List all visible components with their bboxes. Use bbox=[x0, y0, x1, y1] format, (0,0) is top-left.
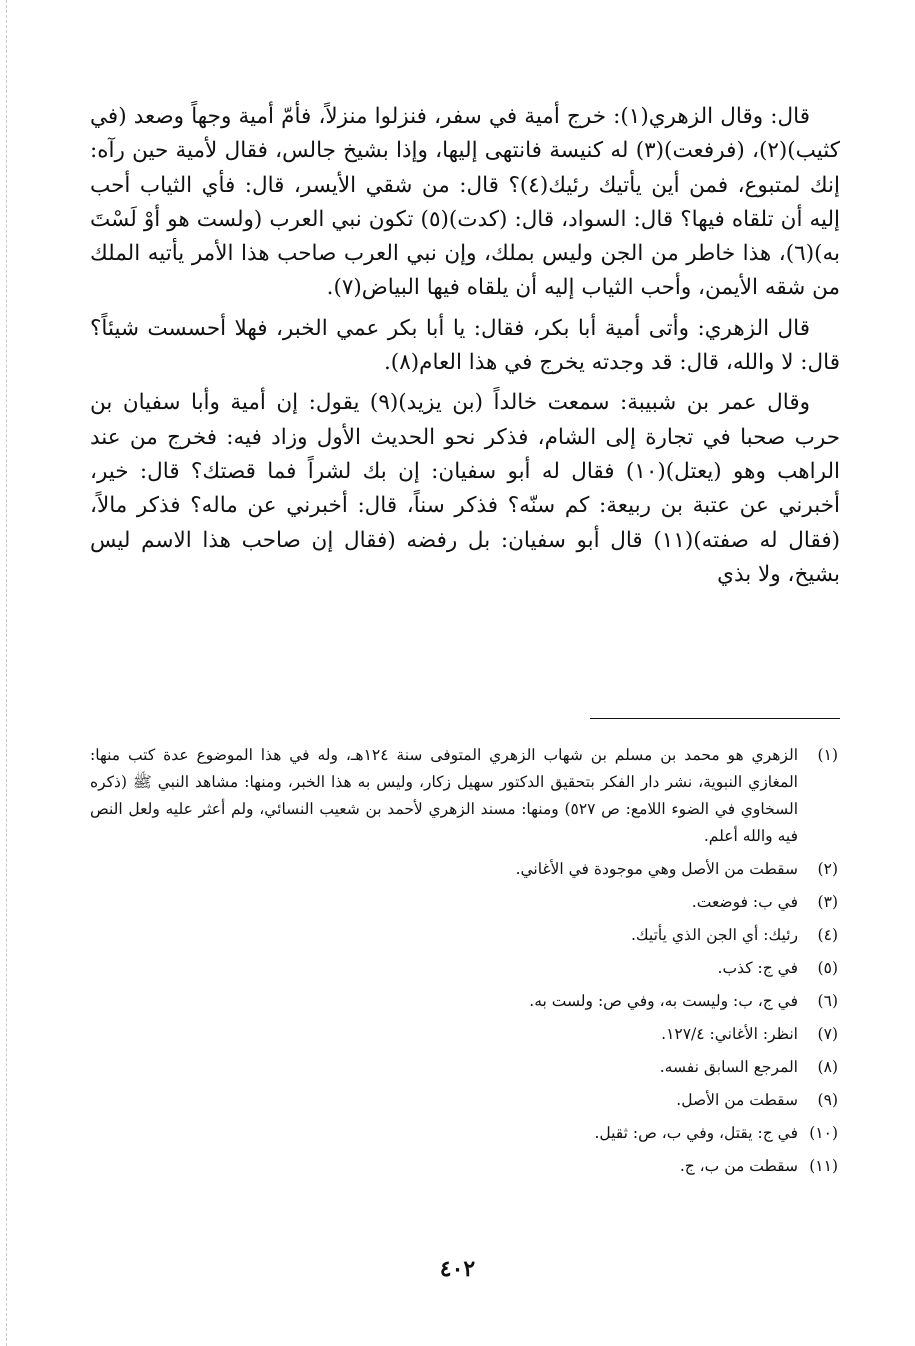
main-text bbox=[90, 100, 840, 598]
footnote-number: (١١) bbox=[809, 1157, 838, 1175]
footnote bbox=[90, 889, 838, 916]
footnote bbox=[90, 1054, 838, 1081]
footnotes bbox=[90, 742, 838, 1186]
footnote bbox=[90, 955, 838, 982]
paragraph: قال الزهري: وأتى أمية أبا بكر، فقال: يا أبا بكر عمي الخبر، فهلا أحسست شيئاً؟ قال: لا والله، قال: قد وجدته يخرج في هذا العام(٨). bbox=[90, 315, 840, 376]
footnote bbox=[90, 988, 838, 1015]
footnote-text: الزهري هو محمد بن مسلم بن شهاب الزهري المتوفى سنة ١٢٤هـ، وله في هذا الموضوع عدة كتب منها: المغازي النبوية، نشر دار الفكر بتحقيق الدكتور سهيل زكار، وليس به هذا الخبر، ومنها: مشاهد النبي ﷺ (ذكره السخاوي في الضوء اللامع: ص ٥٢٧) ومنها: مسند الزهري لأحمد بن شعيب النسائي، ولم أعثر عليه ولعل النص فيه والله أعلم. bbox=[90, 746, 799, 845]
footnote bbox=[90, 1021, 838, 1048]
footnote bbox=[90, 1120, 838, 1147]
page-number: ٤٠٢ bbox=[439, 1256, 476, 1282]
footnote bbox=[90, 1153, 838, 1180]
footnote-number: (٧) bbox=[817, 1025, 838, 1043]
footnote-separator bbox=[590, 718, 840, 719]
footnote-number: (١٠) bbox=[809, 1124, 838, 1142]
footnote bbox=[90, 922, 838, 949]
footnote-text: في ب: فوضعت. bbox=[691, 893, 798, 911]
footnote-text: في ج: كذب. bbox=[717, 959, 798, 977]
paragraph: وقال عمر بن شبيبة: سمعت خالداً (بن يزيد)(٩) يقول: إن أمية وأبا سفيان بن حرب صحبا في تجارة إلى الشام، فذكر نحو الحديث الأول وزاد فيه: فخرج من عند الراهب وهو (يعتل)(١٠) فقال له أبو سفيان: إن بك لشراً فما قصتك؟ قال: خير، أخبرني عن عتبة بن ربيعة: كم سنّه؟ فذكر سناً، قال: أخبرني عن ماله؟ فذكر مالاً، (فقال له صفته)(١١) قال أبو سفيان: بل رفضه (فقال إن صاحب هذا الاسم ليس بشيخ، ولا بذي bbox=[90, 390, 840, 587]
footnote-text: المرجع السابق نفسه. bbox=[659, 1058, 798, 1076]
footnote bbox=[90, 1087, 838, 1114]
footnote-text: رئيك: أي الجن الذي يأتيك. bbox=[630, 926, 798, 944]
footnote-text: انظر: الأغاني: ١٢٧/٤. bbox=[661, 1025, 798, 1043]
footnote-number: (١) bbox=[817, 746, 838, 764]
footnote-text: سقطت من ب، ج. bbox=[679, 1157, 798, 1175]
footnote-text: في ج، ب: وليست به، وفي ص: ولست به. bbox=[529, 992, 798, 1010]
footnote-number: (٥) bbox=[817, 959, 838, 977]
footnote-number: (٤) bbox=[817, 926, 838, 944]
footnote-text: في ج: يقتل، وفي ب، ص: ثقيل. bbox=[594, 1124, 798, 1142]
footnote-text: سقطت من الأصل. bbox=[676, 1091, 798, 1109]
footnote-number: (٦) bbox=[817, 992, 838, 1010]
footnote-number: (٩) bbox=[817, 1091, 838, 1109]
paragraph: قال: وقال الزهري(١): خرج أمية في سفر، فنزلوا منزلاً، فأمّ أمية وجهاً وصعد (في كثيب)(٢)، (فرفعت)(٣) له كنيسة فانتهى إليها، وإذا بشيخ جالس، فقال لأمية حين رآه: إنك لمتبوع، فمن أين يأتيك رئيك(٤)؟ قال: من شقي الأيسر، قال: فأي الثياب أحب إليه أن تلقاه فيها؟ قال: السواد، قال: (كدت)(٥) تكون نبي العرب (ولست هو أوْ لَسْتَ به)(٦)، هذا خاطر من الجن وليس بملك، وإن نبي العرب صاحب هذا الأمر يأتيه الملك من شقه الأيمن، وأحب الثياب إليه أن يلقاه فيها البياض(٧). bbox=[90, 104, 841, 301]
footnote-number: (٨) bbox=[817, 1058, 838, 1076]
page-edge-line bbox=[6, 0, 7, 1346]
footnote-number: (٢) bbox=[817, 860, 838, 878]
footnote-text: سقطت من الأصل وهي موجودة في الأغاني. bbox=[515, 860, 798, 878]
footnote bbox=[90, 856, 838, 883]
footnote bbox=[90, 742, 838, 850]
footnote-number: (٣) bbox=[817, 893, 838, 911]
